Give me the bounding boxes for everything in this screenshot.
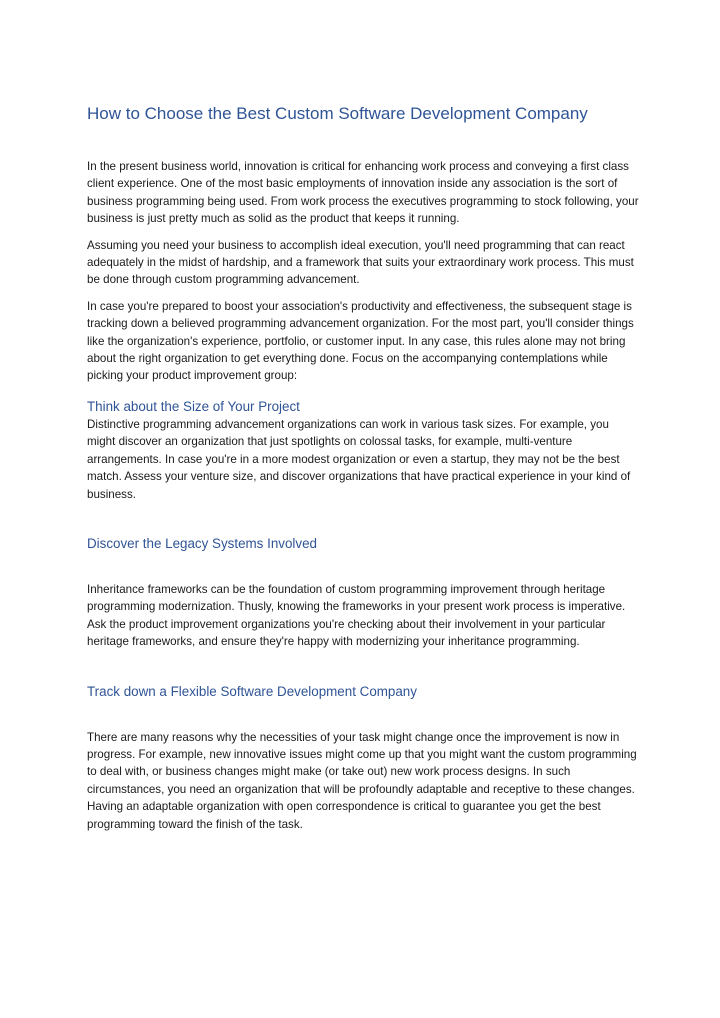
page-title: How to Choose the Best Custom Software Development Company bbox=[87, 104, 588, 123]
intro-paragraph-2: Assuming you need your business to accomplish ideal execution, you'll need programming that can react adequately in the midst of hardship, and a framework that suits your extraordinary work process. This must be done through custom programming advancement. bbox=[87, 238, 634, 287]
section-body-legacy-systems: Inheritance frameworks can be the foundation of custom programming improvement through heritage programming modernization. Thusly, knowing the frameworks in your present work process is imperative. Ask the product improvement organizations you're checking about their involvement in your particular heritage frameworks, and ensure they're happy with modernizing your inheritance programming. bbox=[87, 582, 626, 649]
section-body-project-size: Distinctive programming advancement organizations can work in various task sizes. For example, you might discover an organization that just spotlights on colossal tasks, for example, multi-venture arrangements. In case you're in a more modest organization or even a startup, they may not be the best match. Assess your venture size, and discover organizations that have practical experience in your kind of business. bbox=[87, 417, 631, 501]
intro-paragraph-3: In case you're prepared to boost your association's productivity and effectiveness, the subsequent stage is tracking down a believed programming advancement organization. For the most part, you'll consider things like the organization's experience, portfolio, or customer input. In any case, this rules alone may not bring about the right organization to get everything done. Focus on the accompanying contemplations while picking your product improvement group: bbox=[87, 299, 634, 383]
section-body-flexible-company: There are many reasons why the necessities of your task might change once the improvement is now in progress. For example, new innovative issues might come up that you might want the custom programming to deal with, or business changes might make (or take out) new work process designs. In such circumstances, you need an organization that will be profoundly adaptable and receptive to these changes. Having an adaptable organization with open correspondence is critical to guarantee you get the best programming toward the finish of the task. bbox=[87, 730, 637, 831]
section-heading-flexible-company: Track down a Flexible Software Development Company bbox=[87, 683, 417, 699]
document-page bbox=[87, 102, 639, 833]
section-heading-legacy-systems: Discover the Legacy Systems Involved bbox=[87, 535, 317, 551]
section-heading-project-size: Think about the Size of Your Project bbox=[87, 398, 300, 414]
intro-paragraph-1: In the present business world, innovation is critical for enhancing work process and conveying a first class client experience. One of the most basic employments of innovation inside any association is the sort of business programming being used. From work process the executives programming to stock following, your business is just pretty much as solid as the product that keeps it running. bbox=[87, 160, 639, 226]
